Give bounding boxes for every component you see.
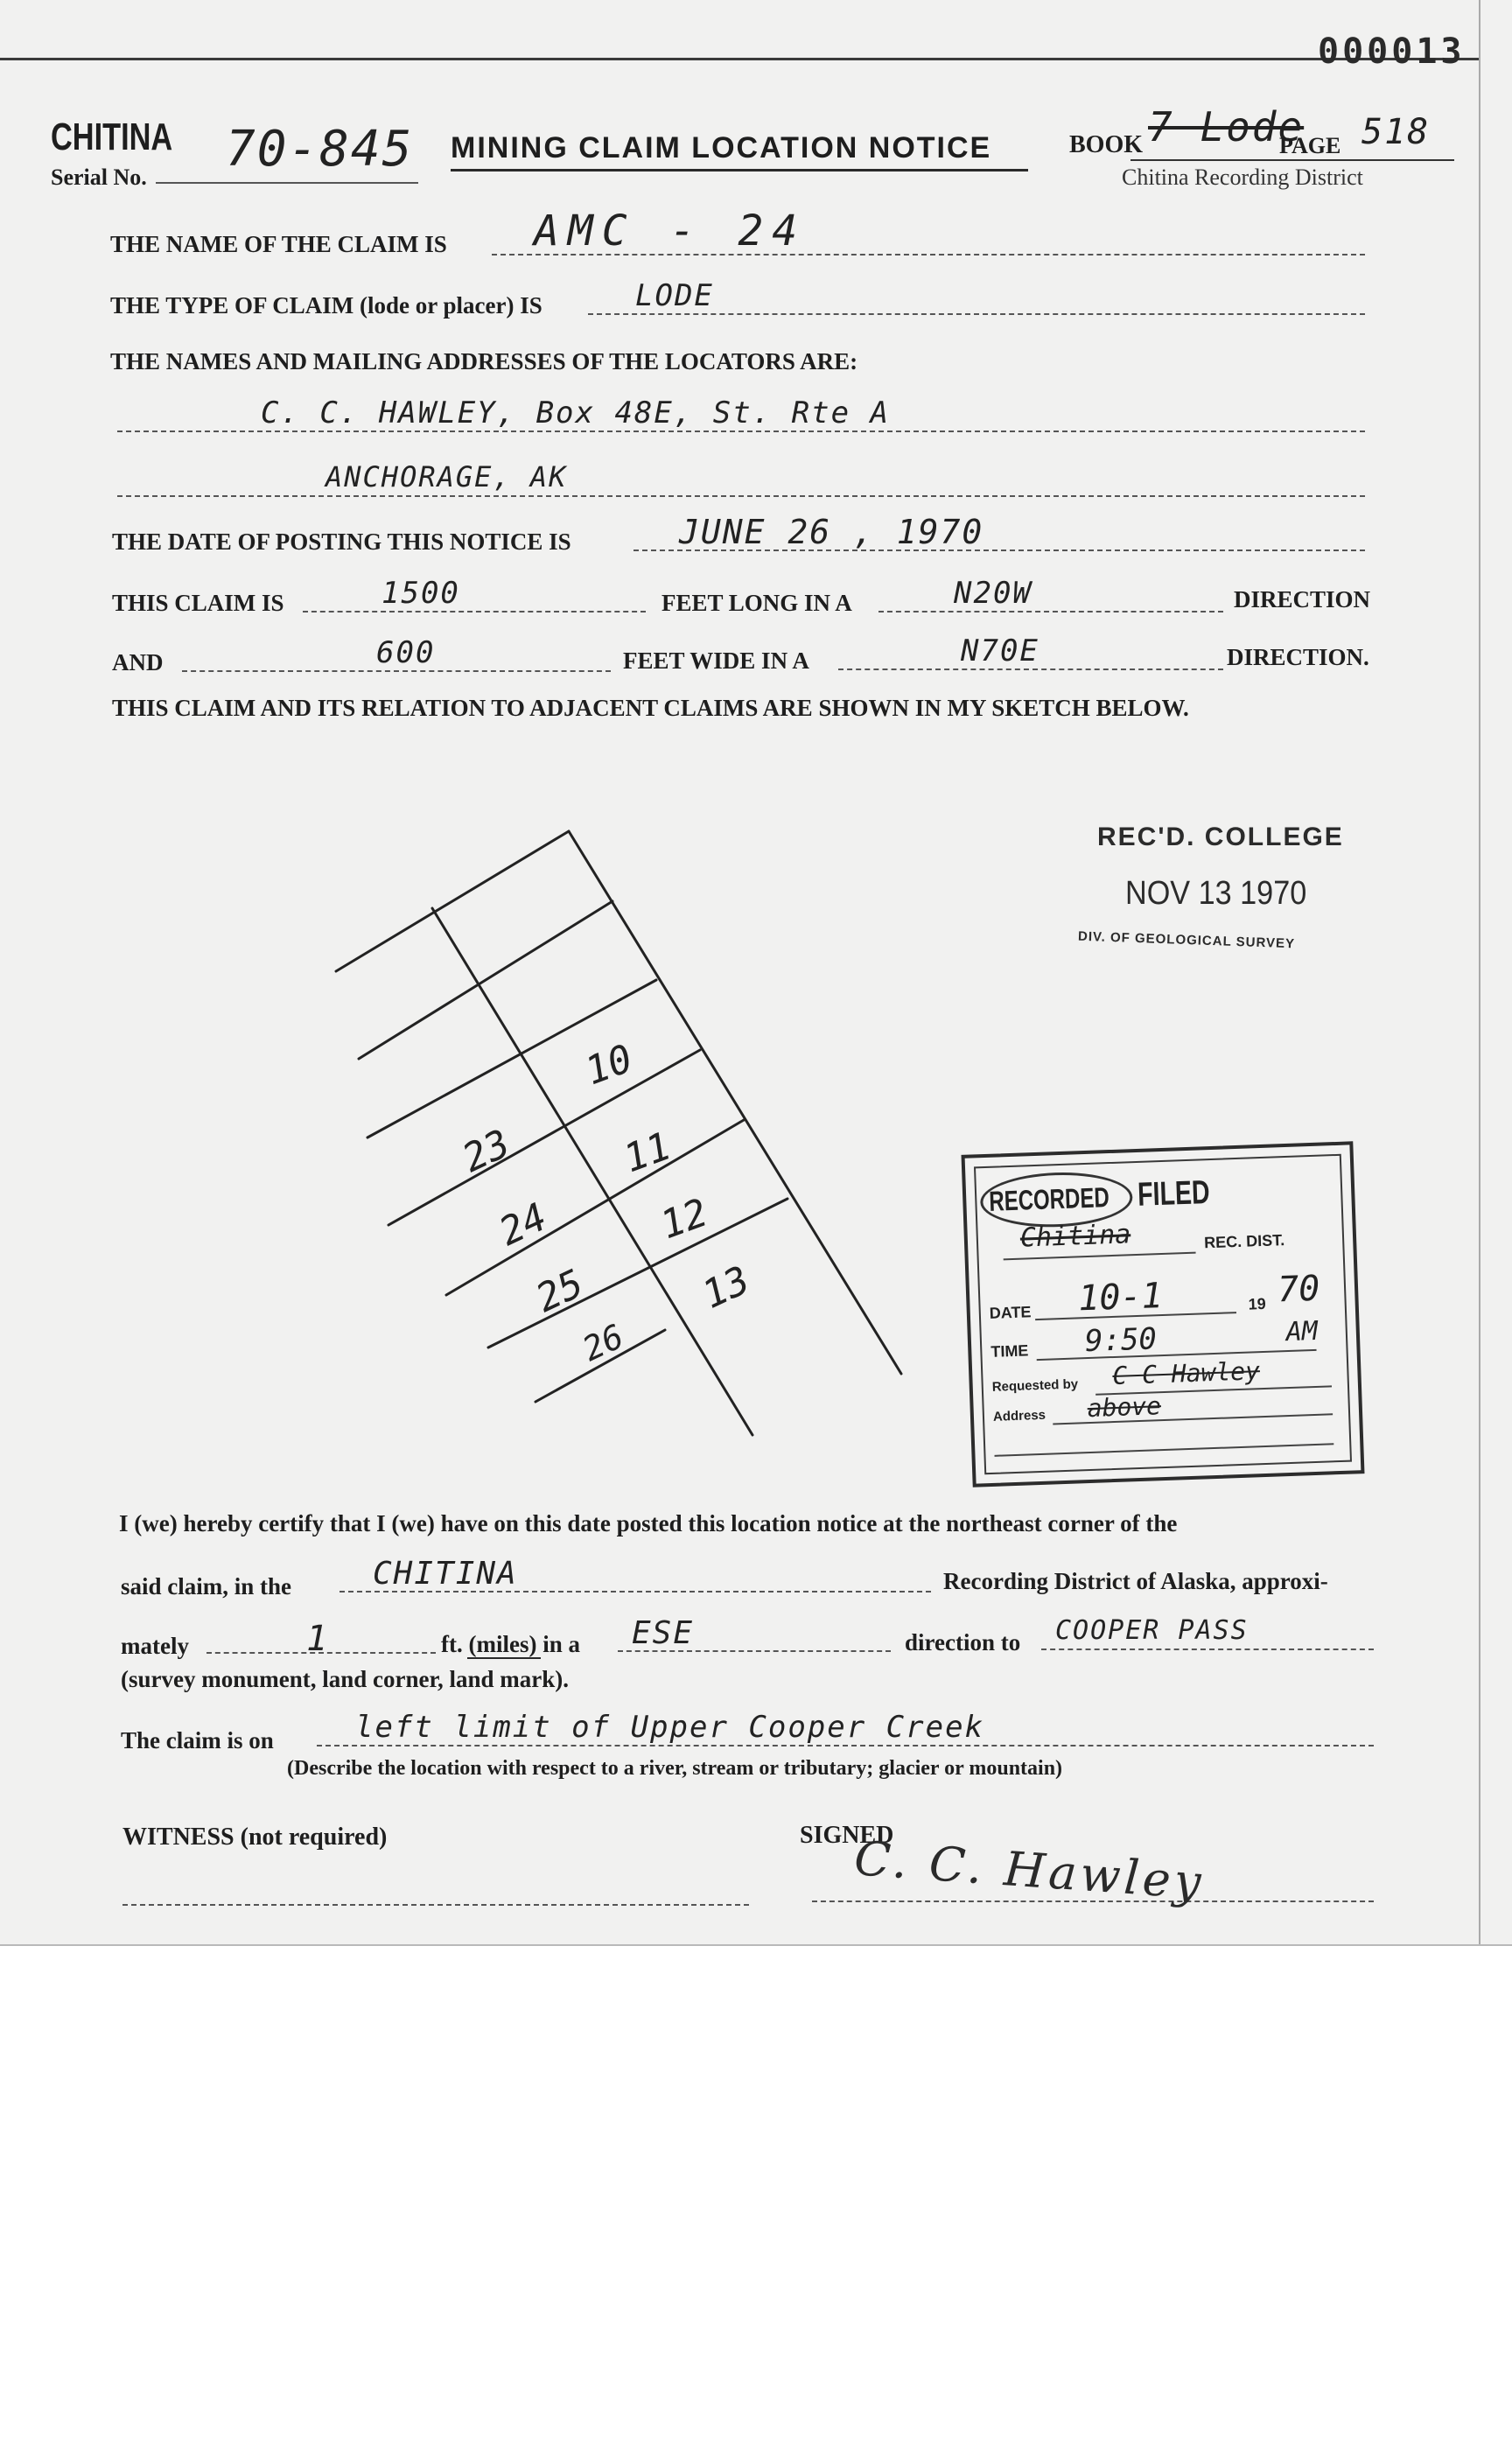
locators-label: THE NAMES AND MAILING ADDRESSES OF THE LOCATORS ARE: (110, 348, 858, 374)
length-direction-end: DIRECTION (1234, 586, 1371, 612)
sketch-label: THIS CLAIM AND ITS RELATION TO ADJACENT CLAIMS ARE SHOWN IN MY SKETCH BELOW. (112, 695, 1189, 721)
locator-line2-rule (117, 495, 1365, 497)
claim-width-line (182, 670, 611, 672)
units-label: ft. (miles) in a (441, 1631, 580, 1657)
claim-name-label: THE NAME OF THE CLAIM IS (110, 231, 447, 257)
width-direction-value: N70E (961, 634, 1040, 668)
serial-label: Serial No. (51, 164, 147, 190)
posting-date-value: JUNE 26 , 1970 (679, 513, 984, 551)
received-stamp-date: NOV 13 1970 (1125, 875, 1307, 912)
sketch-claim-23: 23 (456, 1121, 517, 1181)
survey-note: (survey monument, land corner, land mark). (121, 1666, 570, 1692)
serial-value: 70-845 (226, 121, 414, 178)
filed-year-prefix: 19 (1248, 1294, 1267, 1313)
length-direction-line (878, 611, 1223, 612)
filed-date-label: DATE (989, 1303, 1032, 1322)
right-border-line (1479, 0, 1480, 1944)
sketch-claim-13: 13 (696, 1257, 757, 1318)
direction-to-label: direction to (905, 1629, 1021, 1656)
said-claim-label: said claim, in the (121, 1573, 292, 1600)
sketch-claim-24: 24 (493, 1194, 554, 1255)
filed-label: FILED (1137, 1174, 1211, 1214)
direction-value: ESE (632, 1615, 695, 1651)
claim-type-label: THE TYPE OF CLAIM (lode or placer) IS (110, 292, 542, 318)
landmark-value: COOPER PASS (1055, 1615, 1249, 1646)
sketch-claim-26: 26 (577, 1316, 630, 1369)
claim-length-label: THIS CLAIM IS (112, 590, 284, 616)
sketch-cross-2 (359, 901, 612, 1059)
claim-on-line (317, 1745, 1374, 1746)
form-title: MINING CLAIM LOCATION NOTICE (451, 131, 992, 164)
sketch-claim-25: 25 (529, 1261, 591, 1321)
distance-value: 1 (306, 1619, 330, 1659)
locator-line2: ANCHORAGE, AK (326, 460, 568, 494)
serial-underline (156, 182, 418, 184)
received-stamp-line1: REC'D. COLLEGE (1097, 822, 1344, 851)
width-direction-line (838, 668, 1223, 670)
form-title-underline (451, 169, 1028, 172)
filed-year-value: 70 (1277, 1268, 1321, 1311)
requested-by-value: C C Hawley (1111, 1356, 1261, 1391)
claim-on-label: The claim is on (121, 1727, 274, 1754)
witness-line (122, 1904, 749, 1906)
requested-by-label: Requested by (991, 1376, 1079, 1395)
page-value: 518 (1362, 112, 1431, 152)
length-direction-value: N20W (954, 576, 1032, 611)
recording-district-label: Recording District of Alaska, approxi- (943, 1568, 1328, 1594)
feet-long-label: FEET LONG IN A (662, 590, 852, 616)
cert-district-value: CHITINA (373, 1556, 518, 1592)
locator-line1: C. C. HAWLEY, Box 48E, St. Rte A (261, 396, 891, 430)
book-page-underline (1130, 159, 1454, 161)
book-value: 7 Lode (1148, 103, 1305, 150)
filed-district-value: Chitina (1019, 1219, 1131, 1254)
sketch-claim-11: 11 (618, 1124, 677, 1182)
certify-statement: I (we) hereby certify that I (we) have on this date posted this location notice at the northeast corner of the (119, 1510, 1178, 1536)
filed-address-value: above (1087, 1391, 1162, 1424)
filed-time-label: TIME (990, 1341, 1029, 1361)
rec-dist-label: REC. DIST. (1203, 1231, 1285, 1252)
feet-wide-label: FEET WIDE IN A (623, 648, 809, 674)
district-name: CHITINA (51, 116, 173, 158)
claim-width-value: 600 (376, 635, 436, 670)
claim-sketch (315, 814, 928, 1461)
claim-type-value: LODE (635, 278, 714, 313)
filed-stamp (962, 1141, 1365, 1487)
signed-label: SIGNED (800, 1822, 894, 1849)
sketch-claim-10: 10 (579, 1036, 639, 1095)
book-label: BOOK (1069, 131, 1144, 158)
top-border-line (0, 58, 1479, 60)
miles-underline (467, 1657, 541, 1659)
claim-length-value: 1500 (382, 576, 460, 611)
filed-time-value: 9:50 (1084, 1321, 1158, 1360)
landmark-line (1041, 1648, 1374, 1650)
recorded-label: RECORDED (988, 1181, 1110, 1217)
claim-width-label: AND (112, 649, 164, 676)
witness-label: WITNESS (not required) (122, 1824, 388, 1851)
filed-address-label: Address (992, 1407, 1046, 1424)
filed-date-value: 10-1 (1077, 1276, 1164, 1320)
claim-on-value: left limit of Upper Cooper Creek (355, 1710, 985, 1745)
received-stamp-line3: DIV. OF GEOLOGICAL SURVEY (1077, 928, 1296, 952)
filed-ampm-value: AM (1285, 1315, 1319, 1348)
claim-name-value: AMC - 24 (534, 206, 807, 256)
claim-length-line (303, 611, 646, 612)
claim-type-line (588, 313, 1365, 315)
locator-line1-rule (117, 430, 1365, 432)
document-number: 000013 (1318, 32, 1466, 72)
sketch-claim-12: 12 (654, 1190, 714, 1249)
describe-note: (Describe the location with respect to a river, stream or tributary; glacier or mountain) (287, 1757, 1063, 1780)
posting-date-label: THE DATE OF POSTING THIS NOTICE IS (112, 528, 571, 555)
width-direction-end: DIRECTION. (1227, 644, 1369, 670)
recording-district: Chitina Recording District (1122, 164, 1363, 190)
mately-label: mately (121, 1633, 189, 1659)
signature: C. C. Hawley (852, 1830, 1207, 1910)
page-label: PAGE (1279, 133, 1341, 158)
